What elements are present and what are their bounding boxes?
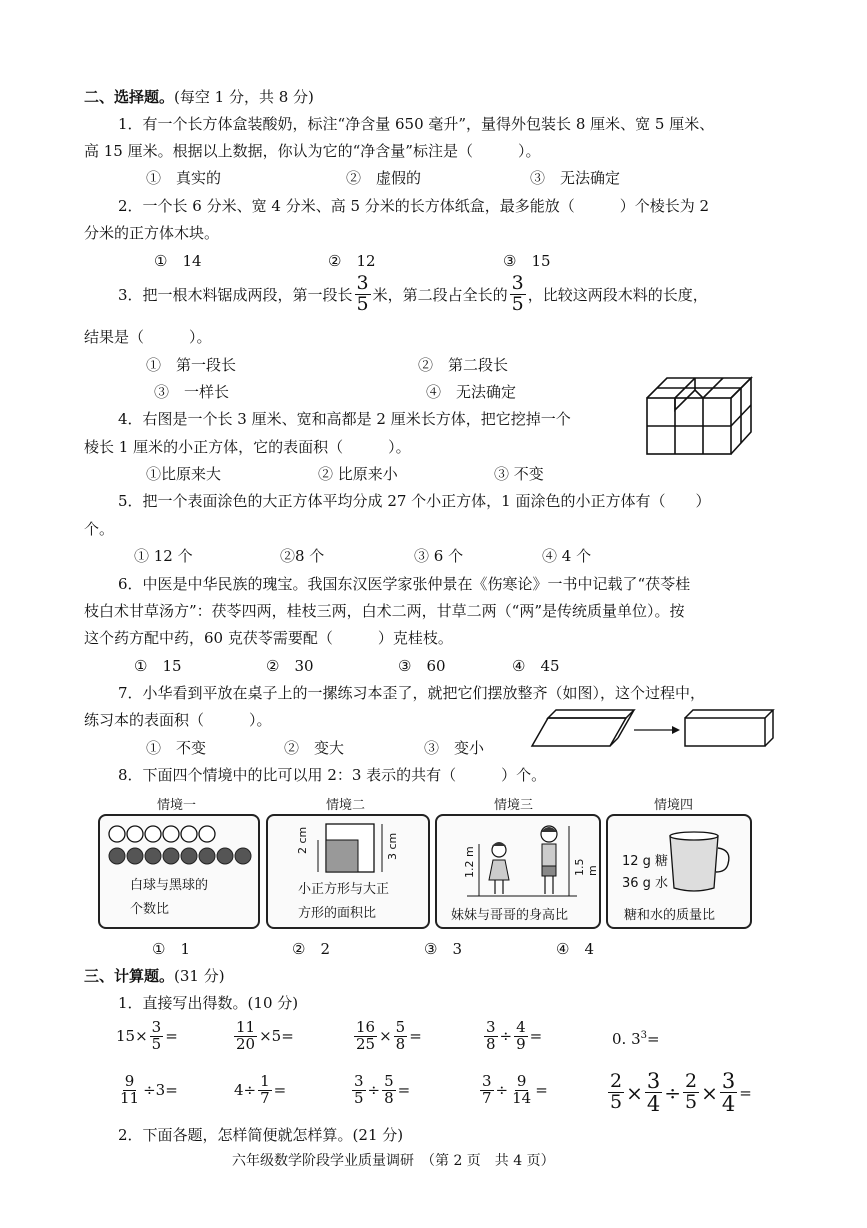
scenario-panel-1	[98, 814, 260, 929]
q3-fraction-1	[355, 274, 371, 315]
calc-1-1-pre: 15×	[116, 1027, 148, 1046]
q8-option-2: ② 2	[292, 940, 330, 958]
q3-option-2: ② 第二段长	[418, 356, 509, 374]
q4-line2: 棱长 1 厘米的小正方体，它的表面积（ ）。	[84, 438, 411, 456]
q3-frac2-num: 3	[511, 272, 524, 294]
q3-text-b: 米，第二段占全长的	[372, 285, 508, 304]
calc-1-3-post: =	[409, 1027, 422, 1046]
q3-fraction-2	[510, 274, 526, 315]
panel4-title: 情境四	[654, 798, 694, 813]
q3-line1	[118, 274, 708, 315]
calc-2-5-post: =	[739, 1083, 752, 1102]
calc-2-3-den-a: 5	[354, 1088, 364, 1107]
scenario-panel-2	[266, 814, 430, 929]
q6-line2: 枝白术甘草汤方”：茯苓四两，桂枝三两，白术二两，甘草二两（“两”是传统质量单位）。按	[84, 602, 685, 620]
calc-2-1-den: 11	[120, 1088, 140, 1107]
q6-line1: 6．中医是中华民族的瑰宝。我国东汉医学家张仲景在《伤寒论》一书中记载了“茯苓桂	[118, 575, 691, 593]
q8-line1: 8．下面四个情境中的比可以用 2：3 表示的共有（ ）个。	[118, 766, 547, 784]
calc-1-3-num-a: 16	[356, 1018, 376, 1036]
panel1-caption-2: 个数比	[130, 902, 170, 917]
q6-option-2: ② 30	[266, 657, 314, 675]
calc-2-1	[116, 1074, 178, 1107]
calc-1-2-num: 11	[236, 1018, 256, 1036]
calc-2-4-den-a: 7	[482, 1088, 492, 1107]
calc-2-5-den-2: 4	[646, 1092, 661, 1117]
calc-2-4-num-b: 9	[516, 1072, 527, 1090]
calc-1-3-frac-a	[354, 1020, 377, 1053]
calc-2-1-num: 9	[124, 1072, 135, 1090]
q1-line1: 1．有一个长方体盒装酸奶，标注“净含量 650 毫升”，量得外包装长 8 厘米、宽 5 厘米、	[118, 115, 715, 133]
q3-option-4: ④ 无法确定	[426, 383, 517, 401]
calc-1-4-num-b: 4	[516, 1018, 526, 1036]
calc-1-1-frac	[150, 1020, 164, 1053]
q7-option-3: ③ 变小	[424, 739, 485, 757]
panel4-caption-1: 糖和水的质量比	[624, 908, 716, 923]
calc-2-5-num-1: 2	[610, 1070, 623, 1093]
section2-heading	[84, 86, 314, 107]
calc-2-4-num-a: 3	[482, 1072, 492, 1090]
calc-1-4	[482, 1020, 542, 1053]
calc-1-3	[352, 1020, 422, 1053]
calc-2-2	[234, 1074, 286, 1107]
ball-rows	[108, 824, 252, 868]
calc-1-4-den-b: 9	[516, 1034, 526, 1053]
q1-option-1: ① 真实的	[146, 169, 222, 187]
q8-option-4: ④ 4	[556, 940, 594, 958]
calc-1-3-den-a: 25	[356, 1034, 376, 1053]
girl-height-label: 1.2 m	[463, 846, 476, 878]
q7-option-2: ② 变大	[284, 739, 345, 757]
calc-2-5-frac-2	[645, 1070, 662, 1115]
calc-2-5-op-2: ÷	[664, 1080, 681, 1105]
cup-icon	[664, 830, 736, 894]
calc-2-1-frac	[118, 1074, 141, 1107]
calc-1-2-post: ×5=	[259, 1027, 294, 1046]
q5-line2: 个。	[84, 520, 115, 538]
q4-option-3: ③ 不变	[494, 465, 544, 483]
q2-option-2: ② 12	[328, 252, 376, 270]
q3-frac1-num: 3	[356, 272, 369, 294]
calc-2-4	[478, 1074, 548, 1107]
calc-2-4-frac-b	[510, 1074, 533, 1107]
calc-2-5-frac-3	[683, 1072, 699, 1113]
calc-1-3-op: ×	[379, 1027, 392, 1046]
calc-2-5-frac-4	[720, 1070, 737, 1115]
calc-2-2-num: 1	[260, 1072, 270, 1090]
q4-line1: 4．右图是一个长 3 厘米、宽和高都是 2 厘米长方体，把它挖掉一个	[118, 410, 571, 428]
q3-option-1: ① 第一段长	[146, 356, 237, 374]
calc-1-2-den: 20	[236, 1034, 256, 1053]
calc-2-2-pre: 4÷	[234, 1081, 257, 1100]
calc-2-3-den-b: 8	[384, 1088, 394, 1107]
panel1-caption-1: 白球与黑球的	[130, 878, 209, 893]
q1-option-2: ② 虚假的	[346, 169, 422, 187]
q2-option-1: ① 14	[154, 252, 202, 270]
calc-1-1	[116, 1020, 178, 1053]
q1-option-3: ③ 无法确定	[530, 169, 621, 187]
section3-sub2: 2．下面各题，怎样简便就怎样算。(21 分)	[118, 1126, 404, 1144]
q3-text-a: 3．把一根木料锯成两段，第一段长	[118, 285, 353, 304]
q6-option-4: ④ 45	[512, 657, 560, 675]
page-footer: 六年级数学阶段学业质量调研 （第 2 页 共 4 页）	[232, 1153, 555, 1169]
q8-option-3: ③ 3	[424, 940, 462, 958]
q2-line2: 分米的正方体木块。	[84, 224, 220, 242]
panel2-caption-1: 小正方形与大正	[298, 882, 390, 897]
scenario-panel-3	[435, 814, 601, 929]
q6-line3: 这个药方配中药，60 克茯苓需要配（ ）克桂枝。	[84, 629, 453, 647]
q5-option-4: ④ 4 个	[542, 547, 592, 565]
q3-frac1-den: 5	[356, 292, 369, 315]
calc-1-4-post: =	[529, 1027, 543, 1046]
boy-height-label: 1.5 m	[573, 858, 599, 876]
section3-heading	[84, 965, 225, 986]
panel3-caption-1: 妹妹与哥哥的身高比	[451, 908, 569, 923]
q4-option-2: ② 比原来小	[318, 465, 398, 483]
calc-1-4-frac-a	[484, 1020, 498, 1053]
q5-option-3: ③ 6 个	[414, 547, 464, 565]
q7-line2: 练习本的表面积（ ）。	[84, 711, 272, 729]
q5-option-2: ②8 个	[280, 547, 325, 565]
calc-1-1-den: 5	[151, 1034, 162, 1053]
calc-2-5-num-3: 2	[685, 1070, 698, 1093]
scenario-panel-4	[606, 814, 752, 929]
q5-option-1: ① 12 个	[134, 547, 193, 565]
calc-2-4-op: ÷	[495, 1081, 509, 1100]
calc-2-5	[606, 1070, 752, 1115]
water-label: 36 g 水	[622, 876, 669, 891]
calc-1-2-frac	[234, 1020, 257, 1053]
q4-option-1: ①比原来大	[146, 465, 222, 483]
calc-1-3-frac-b	[394, 1020, 408, 1053]
calc-2-3-post: =	[397, 1081, 411, 1100]
calc-1-4-frac-b	[514, 1020, 528, 1053]
q6-option-3: ③ 60	[398, 657, 446, 675]
small-square-label: 2 cm	[296, 826, 309, 854]
section3-note: (31 分)	[174, 967, 225, 985]
calc-1-4-den-a: 8	[486, 1034, 496, 1053]
section2-title: 二、选择题。	[84, 88, 175, 106]
calc-2-3	[350, 1074, 410, 1107]
calc-2-5-op-1: ×	[626, 1080, 643, 1105]
calc-1-4-num-a: 3	[486, 1018, 496, 1036]
q3-frac2-den: 5	[511, 292, 524, 315]
calc-2-4-den-b: 14	[512, 1088, 532, 1107]
calc-1-5	[612, 1030, 660, 1048]
calc-1-5-post: =	[647, 1030, 660, 1048]
calc-1-1-num: 3	[151, 1018, 162, 1036]
calc-2-5-den-3: 5	[685, 1091, 698, 1114]
calc-2-2-frac	[258, 1074, 272, 1107]
q2-option-3: ③ 15	[503, 252, 551, 270]
panel2-title: 情境二	[326, 798, 366, 813]
q1-line2: 高 15 厘米。根据以上数据，你认为它的“净含量”标注是（ ）。	[84, 142, 541, 160]
calc-1-4-op: ÷	[499, 1027, 513, 1046]
calc-2-5-den-1: 5	[610, 1091, 623, 1114]
q7-line1: 7．小华看到平放在桌子上的一摞练习本歪了，就把它们摆放整齐（如图），这个过程中，	[118, 684, 706, 702]
calc-1-5-exp: 3	[640, 1030, 647, 1041]
calc-2-4-post: =	[535, 1081, 548, 1100]
q3-option-3: ③ 一样长	[154, 383, 230, 401]
calc-1-3-num-b: 5	[395, 1018, 406, 1036]
calc-1-3-den-b: 8	[395, 1034, 406, 1053]
q7-option-1: ① 不变	[146, 739, 207, 757]
calc-2-3-num-b: 5	[384, 1072, 394, 1090]
calc-2-5-op-3: ×	[701, 1080, 718, 1105]
panel3-title: 情境三	[494, 798, 534, 813]
sugar-label: 12 g 糖	[622, 854, 669, 869]
q8-option-1: ① 1	[152, 940, 190, 958]
q3-text-c: ，比较这两段木料的长度，	[527, 285, 708, 304]
calc-1-5-pre: 0. 3	[612, 1030, 641, 1048]
section3-sub1: 1．直接写出得数。(10 分)	[118, 994, 299, 1012]
calc-1-2	[232, 1020, 294, 1053]
section3-title: 三、计算题。	[84, 967, 175, 985]
calc-2-5-num-4: 3	[721, 1069, 736, 1093]
q2-line1: 2．一个长 6 分米、宽 4 分米、高 5 分米的长方体纸盒，最多能放（ ）个棱长为 2	[118, 197, 710, 215]
calc-2-3-frac-a	[352, 1074, 366, 1107]
panel2-caption-2: 方形的面积比	[298, 906, 377, 921]
section2-note: (每空 1 分，共 8 分)	[174, 88, 314, 106]
calc-2-4-frac-a	[480, 1074, 494, 1107]
calc-1-1-post: =	[165, 1027, 178, 1046]
q5-line1: 5．把一个表面涂色的大正方体平均分成 27 个小正方体，1 面涂色的小正方体有（ ）	[118, 492, 711, 510]
calc-2-5-frac-1	[608, 1072, 624, 1113]
calc-2-3-frac-b	[382, 1074, 396, 1107]
siblings-figure	[457, 822, 587, 900]
q6-option-1: ① 15	[134, 657, 182, 675]
cuboid-figure	[645, 370, 755, 460]
panel1-title: 情境一	[157, 798, 197, 813]
calc-2-5-num-2: 3	[646, 1069, 661, 1093]
calc-2-5-den-4: 4	[721, 1092, 736, 1117]
calc-2-2-post: =	[273, 1081, 287, 1100]
big-square-label: 3 cm	[386, 832, 399, 860]
calc-2-3-op: ÷	[367, 1081, 381, 1100]
calc-2-3-num-a: 3	[354, 1072, 364, 1090]
calc-2-2-den: 7	[260, 1088, 270, 1107]
notebook-stack-figure	[530, 706, 790, 750]
q3-line2: 结果是（ ）。	[84, 328, 212, 346]
calc-2-1-post: ÷3=	[143, 1081, 178, 1100]
